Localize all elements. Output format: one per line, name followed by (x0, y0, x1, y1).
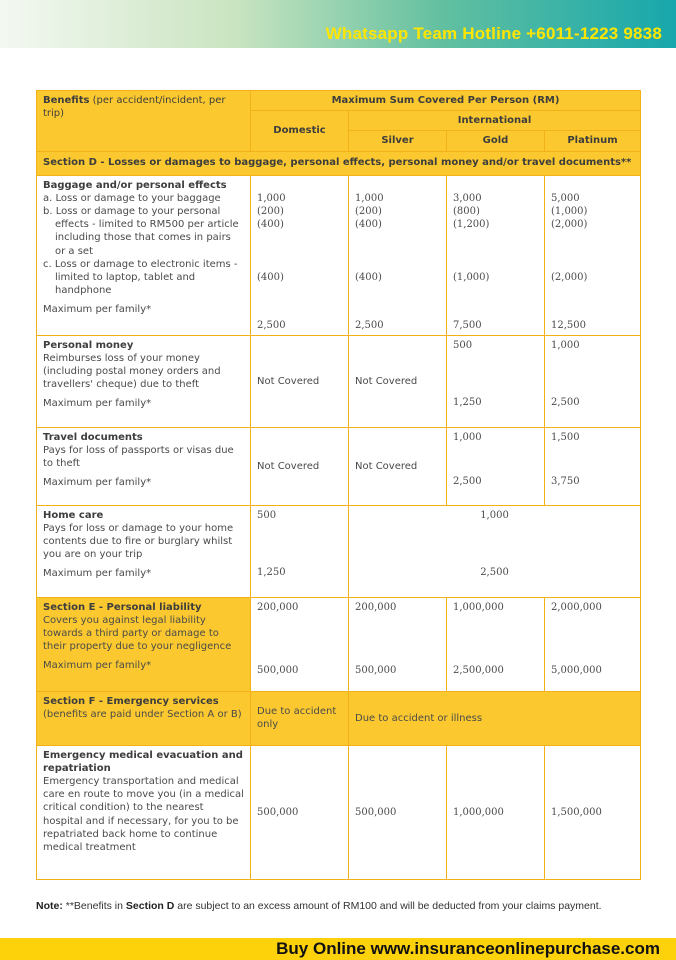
travel-documents-platinum: 1,500 3,750 (545, 427, 641, 505)
section-f-domestic: Due to accident only (251, 691, 349, 745)
baggage-silver: 1,000 (200) (400) (400) 2,500 (349, 175, 447, 335)
section-e-description: Section E - Personal liability Covers you against legal liability towards a third party or damage to their property due to your negligence Maximum per family* (37, 597, 251, 691)
international-header: International (349, 111, 641, 131)
section-e-gold: 1,000,000 2,500,000 (447, 597, 545, 691)
personal-money-platinum: 1,000 2,500 (545, 335, 641, 427)
baggage-gold: 3,000 (800) (1,200) (1,000) 7,500 (447, 175, 545, 335)
footnote: Note: **Benefits in Section D are subject to an excess amount of RM100 and will be deducted from your claims payment. (36, 900, 602, 912)
travel-documents-domestic: Not Covered (251, 427, 349, 505)
section-d-title: Section D - Losses or damages to baggage, personal effects, personal money and/or travel documents** (37, 151, 641, 175)
evacuation-silver: 500,000 (349, 745, 447, 879)
section-f-description: Section F - Emergency services (benefits are paid under Section A or B) (37, 691, 251, 745)
table-row-evacuation (37, 745, 641, 879)
baggage-domestic: 1,000 (200) (400) (400) 2,500 (251, 175, 349, 335)
travel-documents-description: Travel documents Pays for loss of passports or visas due to theft Maximum per family* (37, 427, 251, 505)
personal-money-gold: 500 1,250 (447, 335, 545, 427)
section-e-platinum: 2,000,000 5,000,000 (545, 597, 641, 691)
table-row-home-care (37, 505, 641, 597)
baggage-description: Baggage and/or personal effects a. Loss or damage to your baggage b. Loss or damage to your personal effects - limited to RM500 per article including those that comes in pairs or a set c. Loss or damage to electronic items - limited to laptop, tablet and handphone Maximum per family* (37, 175, 251, 335)
baggage-platinum: 5,000 (1,000) (2,000) (2,000) 12,500 (545, 175, 641, 335)
benefits-table (36, 90, 641, 880)
top-banner (0, 0, 676, 48)
home-care-domestic: 500 1,250 (251, 505, 349, 597)
domestic-header: Domestic (251, 111, 349, 151)
max-sum-header: Maximum Sum Covered Per Person (RM) (251, 91, 641, 111)
personal-money-silver: Not Covered (349, 335, 447, 427)
evacuation-domestic: 500,000 (251, 745, 349, 879)
travel-documents-gold: 1,000 2,500 (447, 427, 545, 505)
home-care-description: Home care Pays for loss or damage to your home contents due to fire or burglary whilst you are on your trip Maximum per family* (37, 505, 251, 597)
table-row-personal-money (37, 335, 641, 427)
benefits-header: Benefits (per accident/incident, per trip) (37, 91, 251, 152)
table-row-section-f (37, 691, 641, 745)
platinum-header: Platinum (545, 131, 641, 151)
personal-money-description: Personal money Reimburses loss of your money (including postal money orders and travellers' cheque) due to theft Maximum per family* (37, 335, 251, 427)
table-row-section-e (37, 597, 641, 691)
buy-online-link[interactable]: Buy Online www.insuranceonlinepurchase.com (276, 939, 660, 958)
section-e-domestic: 200,000 500,000 (251, 597, 349, 691)
section-e-silver: 200,000 500,000 (349, 597, 447, 691)
table-row-travel-documents (37, 427, 641, 505)
evacuation-platinum: 1,500,000 (545, 745, 641, 879)
home-care-international: 1,000 2,500 (349, 505, 641, 597)
whatsapp-hotline[interactable]: Whatsapp Team Hotline +6011-1223 9838 (325, 24, 662, 43)
gold-header: Gold (447, 131, 545, 151)
travel-documents-silver: Not Covered (349, 427, 447, 505)
bottom-banner (0, 938, 676, 960)
evacuation-gold: 1,000,000 (447, 745, 545, 879)
table-row-baggage (37, 175, 641, 335)
silver-header: Silver (349, 131, 447, 151)
personal-money-domestic: Not Covered (251, 335, 349, 427)
section-f-international: Due to accident or illness (349, 691, 641, 745)
evacuation-description: Emergency medical evacuation and repatriation Emergency transportation and medical care en route to move you (in a medical critical condition) to the nearest hospital and if necessary, for you to be repatriated back home to continue medical treatment (37, 745, 251, 879)
